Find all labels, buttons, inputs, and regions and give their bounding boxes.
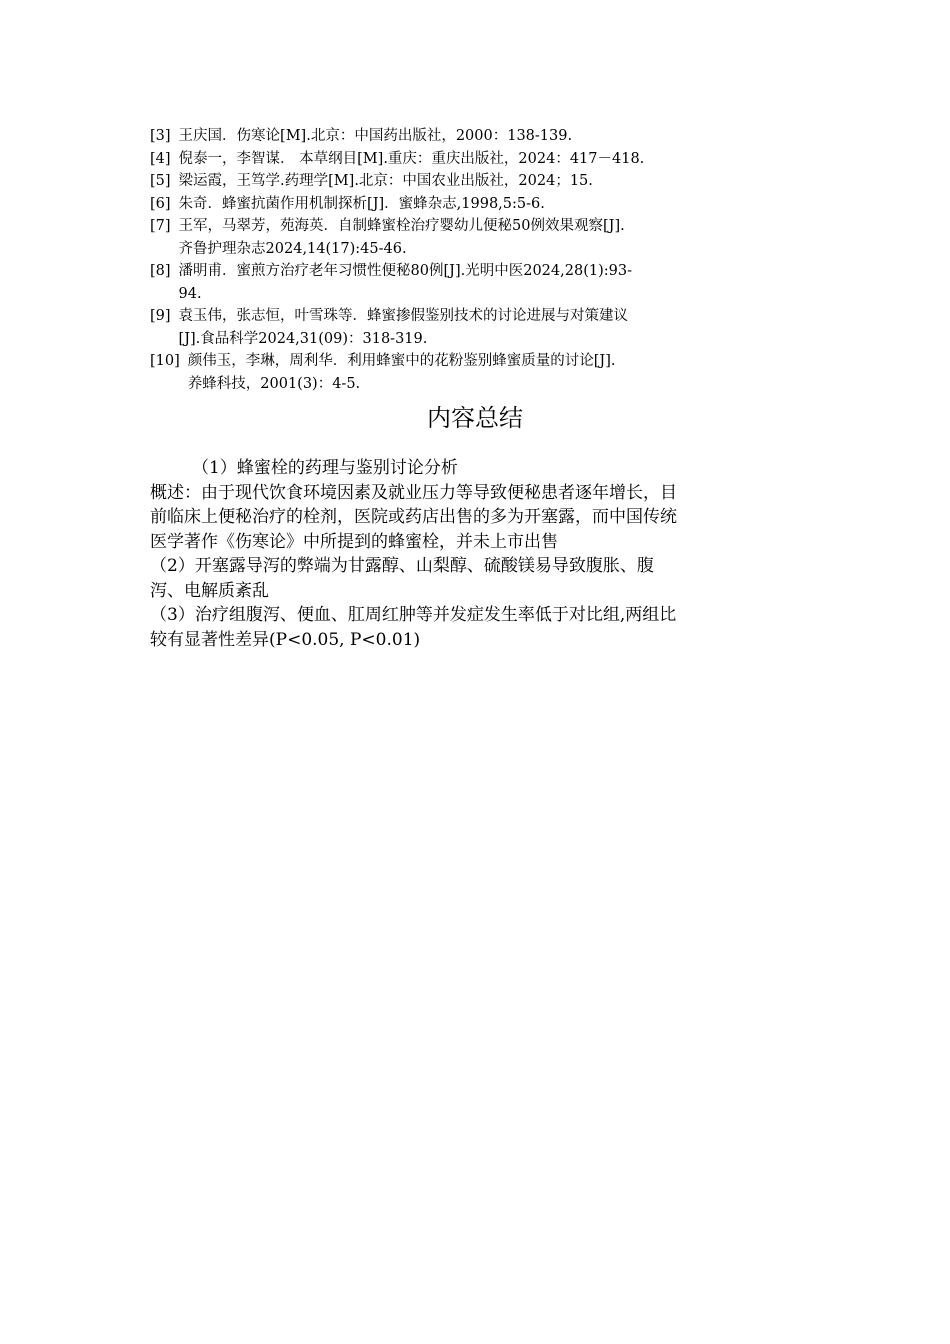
summary-title: 内容总结 — [427, 404, 523, 432]
reference-number: [4] — [150, 150, 171, 167]
summary-overview-line: 前临床上便秘治疗的栓剂，医院或药店出售的多为开塞露，而中国传统 — [150, 507, 677, 527]
summary-item-line: 泻、电解质紊乱 — [150, 580, 269, 601]
reference-item — [150, 170, 810, 193]
reference-line: 潘明甫．蜜煎方治疗老年习惯性便秘80例[J].光明中医2024,28(1):93- — [178, 263, 632, 279]
reference-text — [188, 350, 810, 395]
reference-number: [7] — [150, 218, 171, 234]
reference-line: 王庆国．伤寒论[M].北京：中国药出版社，2000：138-139. — [178, 128, 573, 144]
summary-overview-line: 概述：由于现代饮食环境因素及就业压力等导致便秘患者逐年增长，目 — [150, 482, 677, 503]
reference-list — [150, 125, 810, 395]
reference-line: 王军，马翠芳，苑海英．自制蜂蜜栓治疗婴幼儿便秘50例效果观察[J]. — [178, 218, 625, 234]
reference-number: [8] — [150, 263, 171, 279]
summary-item-line: （3）治疗组腹泻、便血、肛周红肿等并发症发生率低于对比组,两组比 — [150, 605, 677, 625]
reference-line: 颜伟玉，李琳，周利华．利用蜂蜜中的花粉鉴别蜂蜜质量的讨论[J]. — [187, 353, 616, 369]
reference-line: 养蜂科技，2001(3)：4-5. — [187, 375, 361, 392]
reference-item — [150, 215, 810, 260]
summary-overview-line: 医学著作《伤寒论》中所提到的蜂蜜栓，并未上市出售 — [150, 531, 558, 552]
reference-number: [3] — [150, 128, 171, 144]
reference-item — [150, 193, 810, 216]
summary-item-heading: （1）蜂蜜栓的药理与鉴别讨论分析 — [192, 458, 458, 478]
reference-line: 齐鲁护理杂志2024,14(17):45-46. — [178, 240, 407, 257]
summary-body — [150, 456, 810, 652]
reference-item — [150, 350, 810, 395]
reference-text — [179, 193, 810, 216]
reference-text — [179, 170, 810, 193]
reference-text — [179, 148, 810, 171]
reference-text — [179, 215, 810, 260]
reference-item — [150, 148, 810, 171]
reference-item — [150, 260, 810, 305]
reference-line: 倪泰一，李智谋． 本草纲目[M].重庆：重庆出版社，2024：417－418. — [178, 150, 645, 167]
reference-number: [5] — [150, 173, 171, 189]
reference-line: 梁运霞，王笃学.药理学[M].北京：中国农业出版社，2024；15. — [178, 173, 593, 189]
reference-text — [179, 260, 810, 305]
reference-text — [179, 125, 810, 148]
reference-item — [150, 305, 810, 350]
reference-line: 朱奇．蜂蜜抗菌作用机制探析[J]．蜜蜂杂志,1998,5:5-6. — [178, 195, 545, 212]
summary-item-line: （2）开塞露导泻的弊端为甘露醇、山梨醇、硫酸镁易导致腹胀、腹 — [150, 556, 654, 576]
summary-item-line: 较有显著性差异(P<0.05, P<0.01) — [150, 629, 421, 650]
reference-line: [J].食品科学2024,31(09)：318-319. — [178, 330, 428, 347]
reference-item — [150, 125, 810, 148]
reference-text — [179, 305, 810, 350]
reference-number: [9] — [150, 308, 171, 324]
reference-line: 袁玉伟，张志恒，叶雪珠等．蜂蜜掺假鉴别技术的讨论进展与对策建议 — [178, 308, 629, 324]
reference-number: [6] — [150, 195, 171, 212]
reference-line: 94. — [178, 285, 202, 302]
reference-number: [10] — [150, 353, 180, 369]
